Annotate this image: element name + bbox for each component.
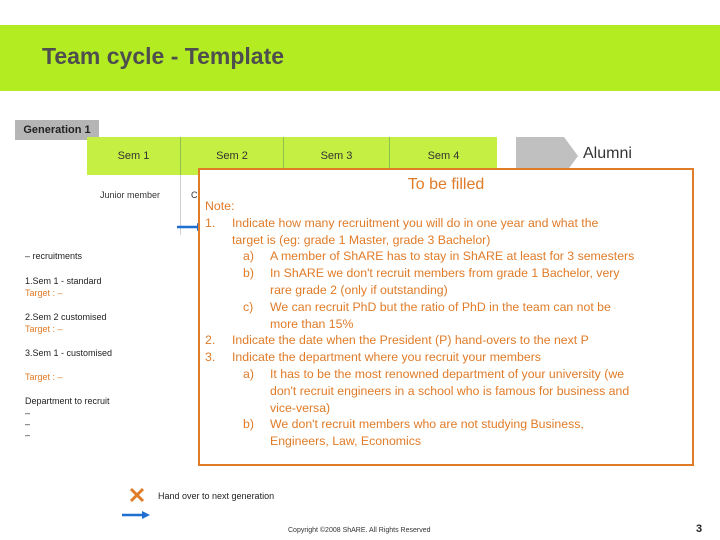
- note-text: Engineers, Law, Economics: [270, 434, 422, 449]
- list-number: 1.: [205, 215, 216, 230]
- copyright-text: Copyright ©2008 ShARE. All Rights Reserved: [288, 527, 431, 534]
- list-letter: b): [243, 417, 254, 432]
- note-box: [198, 168, 694, 466]
- note-text: vice-versa): [270, 400, 331, 415]
- note-text: Indicate how many recruitment you will do in one year and what the: [232, 215, 599, 230]
- note-text: Indicate the date when the President (P) hand-overs to the next P: [232, 333, 589, 348]
- alumni-label: Alumni: [583, 145, 632, 162]
- clipped-label: C: [191, 190, 198, 200]
- note-subitem: [205, 366, 686, 383]
- semester-2: Sem 2: [181, 137, 283, 175]
- page-number: 3: [696, 523, 703, 535]
- list-letter: b): [243, 266, 254, 281]
- note-text: more than 15%: [270, 316, 354, 331]
- note-text: don't recruit engineers in a school who is famous for business and: [270, 383, 630, 398]
- handover-label: Hand over to next generation: [158, 491, 275, 501]
- department-dash: –: [25, 430, 31, 440]
- note-body: [205, 198, 686, 450]
- note-text: We can recruit PhD but the ratio of PhD in the team can not be: [270, 299, 611, 314]
- recruit-item-2: 2.Sem 2 customised: [25, 312, 107, 322]
- junior-member-label: Junior member: [100, 190, 161, 200]
- semester-1: Sem 1: [87, 137, 180, 175]
- recruit-item-1: 1.Sem 1 - standard: [25, 276, 102, 286]
- recruitments-label: – recruitments: [25, 251, 83, 261]
- department-label: Department to recruit: [25, 396, 110, 406]
- note-text: Indicate the department where you recruit your members: [232, 350, 541, 365]
- note-item-1: [205, 215, 686, 232]
- note-text: It has to be the most renowned department of your university (we: [270, 366, 625, 381]
- target-2: Target : –: [25, 324, 63, 334]
- department-dash: –: [25, 419, 31, 429]
- list-letter: a): [243, 366, 254, 381]
- note-subitem: [205, 248, 686, 265]
- list-letter: c): [243, 299, 254, 314]
- semester-3: Sem 3: [284, 137, 389, 175]
- list-letter: a): [243, 249, 254, 264]
- note-heading: To be filled: [407, 176, 485, 193]
- note-text: rare grade 2 (only if outstanding): [270, 282, 448, 297]
- semester-4: Sem 4: [390, 137, 497, 175]
- target-1: Target : –: [25, 288, 63, 298]
- note-item-2: [205, 332, 686, 349]
- note-text: We don't recruit members who are not studying Business,: [270, 417, 584, 432]
- department-dash: –: [25, 408, 31, 418]
- generation-label: Generation 1: [15, 120, 99, 140]
- note-subitem: [205, 416, 686, 433]
- x-mark-icon: [127, 485, 147, 505]
- list-number: 3.: [205, 350, 216, 365]
- note-text: target is (eg: grade 1 Master, grade 3 Bachelor): [232, 232, 491, 247]
- recruit-item-3: 3.Sem 1 - customised: [25, 348, 113, 358]
- note-label: Note:: [205, 199, 235, 213]
- target-3: Target : –: [25, 372, 63, 382]
- note-subitem: [205, 265, 686, 282]
- note-text: In ShARE we don't recruit members from grade 1 Bachelor, very: [270, 266, 620, 281]
- right-arrow-icon: [122, 510, 150, 520]
- note-subitem: [205, 299, 686, 316]
- note-text: A member of ShARE has to stay in ShARE at least for 3 semesters: [270, 249, 635, 264]
- page-title: Team cycle - Template: [42, 43, 285, 69]
- note-item-3: [205, 349, 686, 366]
- list-number: 2.: [205, 333, 216, 348]
